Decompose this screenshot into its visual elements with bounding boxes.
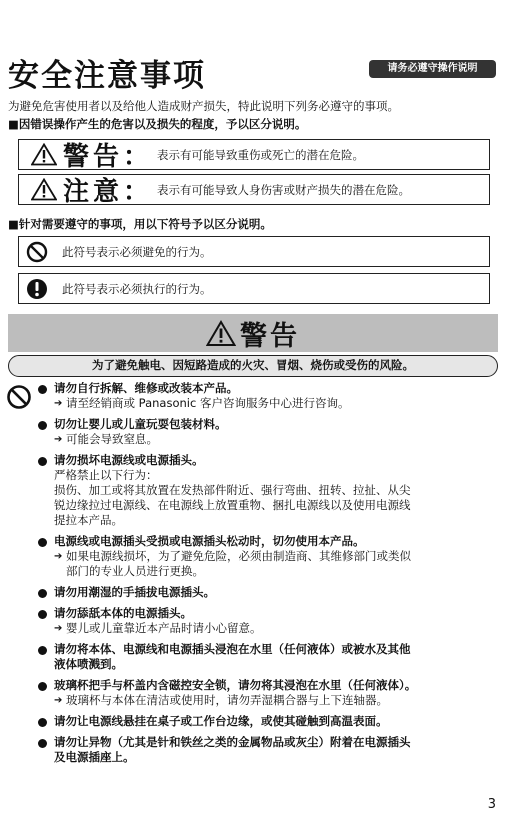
caution-level-box [18, 174, 490, 205]
warning-banner [8, 314, 498, 352]
section-heading-levels: ■因错误操作产生的危害以及损失的程度，予以区分说明。 [8, 117, 307, 131]
item-sub: ➔ 请至经销商或 Panasonic 客户咨询服务中心进行咨询。 [54, 396, 350, 410]
bullet-icon [38, 589, 47, 598]
page-number: 3 [487, 797, 496, 812]
bullet-icon [38, 421, 47, 430]
item-title: 玻璃杯把手与杯盖内含磁控安全锁，请勿将其浸泡在水里（任何液体）。 [54, 678, 417, 692]
page-title: 安全注意事项 [8, 58, 206, 94]
item-title: 请勿让异物（尤其是针和铁丝之类的金属物品或灰尘）附着在电源插头 [54, 735, 411, 749]
mandatory-desc: 此符号表示必须执行的行为。 [62, 281, 212, 296]
prohibition-desc: 此符号表示必须避免的行为。 [62, 244, 212, 259]
warning-level-word: 警告 [63, 142, 124, 172]
list-item [38, 735, 498, 765]
list-item [38, 585, 498, 600]
warning-banner-label: 警告 [240, 320, 300, 352]
mandatory-symbol-box [18, 273, 490, 304]
item-title-cont: 液体喷溅到。 [54, 657, 123, 671]
list-item [38, 642, 498, 672]
item-sub: ➔ 如果电源线损坏，为了避免危险，必须由制造商、其维修部门或类似 [54, 549, 411, 563]
bullet-icon [38, 718, 47, 727]
colon: ： [123, 142, 150, 172]
bullet-icon [38, 538, 47, 547]
bullet-icon [38, 610, 47, 619]
list-item [38, 453, 498, 528]
item-title: 请勿损坏电源线或电源插头。 [54, 453, 204, 467]
risk-statement: 为了避免触电、因短路造成的火灾、冒烟、烧伤或受伤的风险。 [8, 355, 498, 377]
intro-text: 为避免危害使用者以及给他人造成财产损失，特此说明下列务必遵守的事项。 [8, 99, 399, 113]
arrow-right-icon: ➔ [54, 398, 63, 409]
section-heading-symbols: ■针对需要遵守的事项，用以下符号予以区分说明。 [8, 217, 272, 231]
list-item [38, 417, 498, 447]
caution-level-word: 注意 [63, 177, 124, 207]
warning-level-box [18, 139, 490, 170]
item-title: 电源线或电源插头受损或电源插头松动时，切勿使用本产品。 [54, 534, 365, 548]
prohibition-icon [26, 241, 48, 263]
instruction-badge: 请务必遵守操作说明 [369, 60, 496, 78]
arrow-right-icon: ➔ [54, 623, 63, 634]
item-sub: ➔ 玻璃杯与本体在清洁或使用时，请勿弄湿耦合器与上下连轴器。 [54, 693, 388, 707]
item-title: 请勿将本体、电源线和电源插头浸泡在水里（任何液体）或被水及其他 [54, 642, 411, 656]
item-sub: ➔ 婴儿或儿童靠近本产品时请小心留意。 [54, 621, 262, 635]
warning-items-list [38, 381, 498, 771]
mandatory-icon [26, 278, 48, 300]
prohibition-symbol-box [18, 236, 490, 267]
list-item [38, 534, 498, 579]
warning-triangle-icon [206, 320, 236, 347]
bullet-icon [38, 385, 47, 394]
item-title: 切勿让婴儿或儿童玩耍包装材料。 [54, 417, 227, 431]
bullet-icon [38, 646, 47, 655]
caution-level-desc: 表示有可能导致人身伤害或财产损失的潜在危险。 [157, 182, 411, 197]
item-title: 请勿舔舐本体的电源插头。 [54, 606, 192, 620]
prohibition-icon [6, 384, 32, 410]
item-title-cont: 及电源插座上。 [54, 750, 135, 764]
item-note: 严格禁止以下行为： [54, 468, 158, 482]
item-title: 请勿自行拆解、维修或改装本产品。 [54, 381, 238, 395]
item-sub: ➔ 可能会导致窒息。 [54, 432, 158, 446]
arrow-right-icon: ➔ [54, 695, 63, 706]
bullet-icon [38, 457, 47, 466]
warning-level-desc: 表示有可能导致重伤或死亡的潜在危险。 [157, 147, 365, 162]
item-note: 损伤、加工或将其放置在发热部件附近、强行弯曲、扭转、拉扯、从尖 [54, 483, 411, 497]
list-item [38, 606, 498, 636]
item-title: 请勿用潮湿的手插拔电源插头。 [54, 585, 215, 599]
item-sub-cont: 部门的专业人员进行更换。 [66, 564, 204, 578]
item-note: 提拉本产品。 [54, 513, 123, 527]
item-note: 锐边缘拉过电源线、在电源线上放置重物、捆扎电源线以及使用电源线 [54, 498, 411, 512]
list-item [38, 381, 498, 411]
bullet-icon [38, 682, 47, 691]
list-item [38, 714, 498, 729]
arrow-right-icon: ➔ [54, 551, 63, 562]
bullet-icon [38, 739, 47, 748]
warning-triangle-icon [31, 143, 57, 166]
item-title: 请勿让电源线悬挂在桌子或工作台边缘，或使其碰触到高温表面。 [54, 714, 388, 728]
arrow-right-icon: ➔ [54, 434, 63, 445]
warning-triangle-icon [31, 178, 57, 201]
list-item [38, 678, 498, 708]
colon: ： [123, 177, 150, 207]
